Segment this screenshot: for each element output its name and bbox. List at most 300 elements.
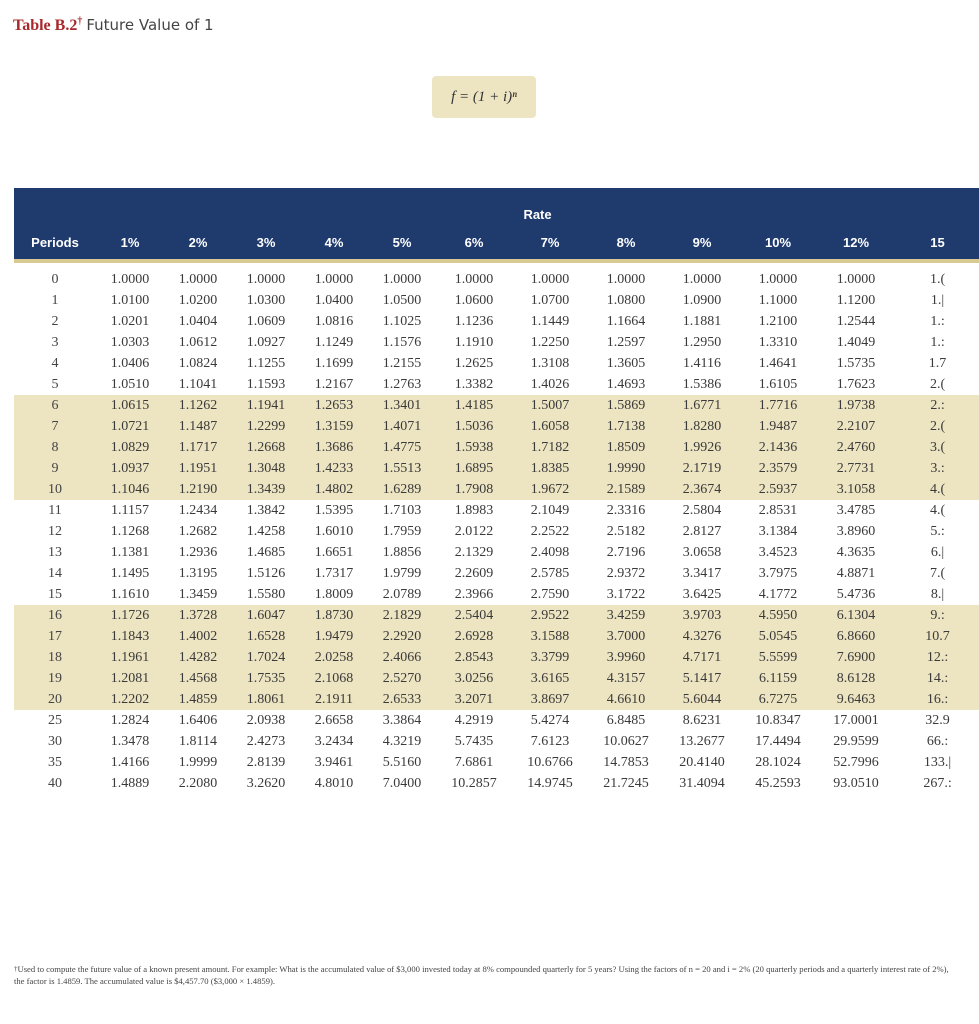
factor-cell: 1.0721 bbox=[96, 416, 164, 437]
factor-cell: 3.0256 bbox=[436, 668, 512, 689]
table-row bbox=[14, 605, 979, 626]
period-cell: 7 bbox=[14, 416, 96, 437]
factor-cell: 1.3686 bbox=[300, 437, 368, 458]
rate-header-row bbox=[14, 188, 979, 225]
factor-cell: 1.0829 bbox=[96, 437, 164, 458]
factor-cell: 2.4066 bbox=[368, 647, 436, 668]
factor-cell: 1.0000 bbox=[178, 271, 218, 287]
factor-cell: 1.1000 bbox=[758, 292, 798, 308]
factor-cell: 1.6406 bbox=[178, 712, 218, 728]
table-row bbox=[14, 353, 979, 374]
factor-cell: 3.( bbox=[896, 437, 979, 458]
factor-cell: 8.6231 bbox=[682, 712, 722, 728]
period-cell: 13 bbox=[48, 544, 62, 560]
factor-cell: 1.2100 bbox=[758, 313, 798, 329]
factor-cell: 3.4785 bbox=[836, 502, 876, 518]
factor-cell: 2.( bbox=[929, 376, 946, 392]
factor-cell: 4.3635 bbox=[836, 544, 876, 560]
factor-cell: 4.2919 bbox=[454, 712, 494, 728]
factor-cell: 66.: bbox=[926, 733, 949, 749]
factor-cell: 1.1843 bbox=[96, 626, 164, 647]
factor-cell: 2.( bbox=[896, 416, 979, 437]
factor-cell: 17.0001 bbox=[833, 712, 879, 728]
factor-cell: 1.1449 bbox=[530, 313, 570, 329]
factor-cell: 1.2936 bbox=[178, 544, 218, 560]
period-cell: 4 bbox=[51, 355, 59, 371]
factor-cell: 1.1041 bbox=[178, 376, 218, 392]
factor-cell: 1.5735 bbox=[836, 355, 876, 371]
factor-cell: 3.: bbox=[896, 458, 979, 479]
factor-cell: 1.6047 bbox=[232, 605, 300, 626]
factor-cell: 1.0000 bbox=[836, 271, 876, 287]
factor-cell: 2.4273 bbox=[246, 733, 286, 749]
factor-cell: 8.6128 bbox=[816, 668, 896, 689]
rate-column-header: 2% bbox=[164, 225, 232, 261]
factor-cell: 1.2434 bbox=[178, 502, 218, 518]
factor-cell: 1.3842 bbox=[246, 502, 286, 518]
factor-cell: 1.4775 bbox=[368, 437, 436, 458]
factor-cell: 1.2682 bbox=[178, 523, 218, 539]
factor-cell: 2.7590 bbox=[530, 586, 570, 602]
factor-cell: 45.2593 bbox=[755, 775, 801, 791]
factor-cell: 1.9487 bbox=[740, 416, 816, 437]
period-cell: 35 bbox=[48, 754, 62, 770]
factor-cell: 1.0000 bbox=[246, 271, 286, 287]
table-row bbox=[14, 626, 979, 647]
factor-cell: 3.4259 bbox=[588, 605, 664, 626]
factor-cell: 6.8485 bbox=[606, 712, 646, 728]
rate-column-header: 4% bbox=[300, 225, 368, 261]
factor-cell: 1.7317 bbox=[314, 565, 354, 581]
factor-cell: 1.0800 bbox=[606, 292, 646, 308]
factor-cell: 1.1717 bbox=[164, 437, 232, 458]
factor-cell: 1.| bbox=[930, 292, 945, 308]
factor-cell: 1.0816 bbox=[314, 313, 354, 329]
factor-cell: 1.0000 bbox=[454, 271, 494, 287]
factor-cell: 7.6123 bbox=[530, 733, 570, 749]
table-row bbox=[14, 332, 979, 353]
factor-cell: 1.8280 bbox=[664, 416, 740, 437]
factor-cell: 1.0200 bbox=[178, 292, 218, 308]
factor-cell: 3.2620 bbox=[246, 775, 286, 791]
table-row bbox=[14, 752, 979, 773]
factor-cell: 1.0824 bbox=[178, 355, 218, 371]
factor-cell: 1.1487 bbox=[164, 416, 232, 437]
factor-cell: 2.4760 bbox=[816, 437, 896, 458]
factor-cell: 52.7996 bbox=[833, 754, 879, 770]
factor-cell: 4.( bbox=[896, 479, 979, 500]
factor-cell: 1.5386 bbox=[682, 376, 722, 392]
factor-cell: 1.5126 bbox=[246, 565, 286, 581]
factor-cell: 1.1881 bbox=[682, 313, 722, 329]
factor-cell: 1.4693 bbox=[606, 376, 646, 392]
factor-cell: 1.0609 bbox=[246, 313, 286, 329]
factor-cell: 1.4802 bbox=[300, 479, 368, 500]
factor-cell: 1.6105 bbox=[758, 376, 798, 392]
factor-cell: 2.3966 bbox=[454, 586, 494, 602]
rate-column-header: 7% bbox=[512, 225, 588, 261]
table-row bbox=[14, 458, 979, 479]
factor-cell: 1.2202 bbox=[96, 689, 164, 710]
factor-cell: 1.9990 bbox=[588, 458, 664, 479]
factor-cell: 1.3310 bbox=[758, 334, 798, 350]
factor-cell: 1.0000 bbox=[606, 271, 646, 287]
table-title bbox=[13, 16, 214, 35]
factor-cell: 1.1200 bbox=[836, 292, 876, 308]
table-body bbox=[14, 261, 979, 800]
factor-cell: 1.7182 bbox=[512, 437, 588, 458]
factor-cell: 1.3478 bbox=[110, 733, 150, 749]
factor-cell: 2.4098 bbox=[530, 544, 570, 560]
table-row bbox=[14, 563, 979, 584]
factor-cell: 10.0627 bbox=[603, 733, 649, 749]
factor-cell: 1.1381 bbox=[110, 544, 150, 560]
period-cell: 25 bbox=[48, 712, 62, 728]
table-row bbox=[14, 479, 979, 500]
factor-cell: 6.7275 bbox=[740, 689, 816, 710]
factor-cell: 1.2250 bbox=[530, 334, 570, 350]
formula-box bbox=[432, 76, 536, 118]
factor-cell: 1.7138 bbox=[588, 416, 664, 437]
factor-cell: 1.0000 bbox=[314, 271, 354, 287]
table-row bbox=[14, 374, 979, 395]
factor-cell: 9.: bbox=[896, 605, 979, 626]
factor-cell: 2.2609 bbox=[454, 565, 494, 581]
factor-cell: 1.2167 bbox=[314, 376, 354, 392]
factor-cell: 1.4859 bbox=[164, 689, 232, 710]
factor-cell: 1.7623 bbox=[836, 376, 876, 392]
factor-cell: 1.7535 bbox=[232, 668, 300, 689]
factor-cell: 7.( bbox=[929, 565, 946, 581]
factor-cell: 1.8983 bbox=[454, 502, 494, 518]
factor-cell: 4.8010 bbox=[314, 775, 354, 791]
factor-cell: 2.5785 bbox=[530, 565, 570, 581]
factor-cell: 1.0000 bbox=[110, 271, 150, 287]
factor-cell: 2.6658 bbox=[314, 712, 354, 728]
factor-cell: 1.0700 bbox=[530, 292, 570, 308]
factor-cell: 5.4274 bbox=[530, 712, 570, 728]
factor-cell: 6.1159 bbox=[740, 668, 816, 689]
factor-cell: 1.2190 bbox=[164, 479, 232, 500]
factor-cell: 4.3219 bbox=[382, 733, 422, 749]
footnote bbox=[14, 963, 954, 987]
factor-cell: 4.3276 bbox=[664, 626, 740, 647]
factor-cell: 16.: bbox=[896, 689, 979, 710]
factor-cell: 2.1589 bbox=[588, 479, 664, 500]
factor-cell: 1.8061 bbox=[232, 689, 300, 710]
column-header-row bbox=[14, 225, 979, 261]
factor-cell: 1.0000 bbox=[758, 271, 798, 287]
factor-cell: 1.: bbox=[930, 313, 945, 329]
factor-cell: 2.6928 bbox=[436, 626, 512, 647]
period-cell: 9 bbox=[14, 458, 96, 479]
factor-cell: 1.4116 bbox=[683, 355, 721, 371]
factor-cell: 32.9 bbox=[925, 712, 950, 728]
factor-cell: 1.( bbox=[929, 271, 946, 287]
factor-cell: 3.8960 bbox=[836, 523, 876, 539]
factor-cell: 14.9745 bbox=[527, 775, 573, 791]
factor-cell: 2.5937 bbox=[740, 479, 816, 500]
period-cell: 2 bbox=[51, 313, 59, 329]
factor-cell: 1.3605 bbox=[606, 355, 646, 371]
factor-cell: 14.7853 bbox=[603, 754, 649, 770]
factor-cell: 4.8871 bbox=[836, 565, 876, 581]
factor-cell: 2.6533 bbox=[368, 689, 436, 710]
factor-cell: 1.2668 bbox=[232, 437, 300, 458]
factor-cell: 2.1436 bbox=[740, 437, 816, 458]
factor-cell: 1.0000 bbox=[530, 271, 570, 287]
factor-cell: 1.0937 bbox=[96, 458, 164, 479]
factor-cell: 267.: bbox=[923, 775, 952, 791]
factor-cell: 1.4258 bbox=[246, 523, 286, 539]
factor-cell: 5.4736 bbox=[836, 586, 876, 602]
rate-column-header: 10% bbox=[740, 225, 816, 261]
factor-cell: 1.2824 bbox=[110, 712, 150, 728]
factor-cell: 1.0510 bbox=[110, 376, 150, 392]
factor-cell: 2.8543 bbox=[436, 647, 512, 668]
factor-cell: 2.3579 bbox=[740, 458, 816, 479]
factor-cell: 3.1722 bbox=[606, 586, 646, 602]
factor-cell: 1.3728 bbox=[164, 605, 232, 626]
factor-cell: 2.2920 bbox=[368, 626, 436, 647]
factor-cell: 1.6528 bbox=[232, 626, 300, 647]
table-row bbox=[14, 731, 979, 752]
period-cell: 17 bbox=[14, 626, 96, 647]
factor-cell: 1.7024 bbox=[232, 647, 300, 668]
table-row bbox=[14, 584, 979, 605]
factor-cell: 1.6651 bbox=[314, 544, 354, 560]
factor-cell: 10.8347 bbox=[755, 712, 801, 728]
table-label: Table B.2 bbox=[13, 17, 78, 34]
factor-cell: 13.2677 bbox=[679, 733, 725, 749]
table-row bbox=[14, 311, 979, 332]
factor-cell: 1.4002 bbox=[164, 626, 232, 647]
factor-cell: 7.6900 bbox=[816, 647, 896, 668]
factor-cell: 1.5395 bbox=[314, 502, 354, 518]
factor-cell: 1.8385 bbox=[512, 458, 588, 479]
dagger-mark: † bbox=[77, 16, 83, 27]
period-cell: 20 bbox=[14, 689, 96, 710]
header-blank-cell bbox=[14, 188, 96, 225]
factor-cell: 1.1699 bbox=[314, 355, 354, 371]
factor-cell: 4.3157 bbox=[588, 668, 664, 689]
factor-cell: 1.1593 bbox=[246, 376, 286, 392]
factor-cell: 5.0545 bbox=[740, 626, 816, 647]
factor-cell: 1.9999 bbox=[178, 754, 218, 770]
footnote-text: Used to compute the future value of a known present amount. For example: What is the accumulated value of $3,000 invested today at 8% compounded quarterly for 5 years? Using the factors of n = 20 and i = 2% (20 quarterly periods and a quarterly interest rate of 2%), the factor is 1.4859. The accumulated value is $4,457.70 ($3,000 × 1.4859). bbox=[14, 963, 949, 986]
factor-cell: 1.1262 bbox=[164, 395, 232, 416]
period-cell: 18 bbox=[14, 647, 96, 668]
factor-cell: 21.7245 bbox=[603, 775, 649, 791]
factor-cell: 1.0500 bbox=[382, 292, 422, 308]
rate-column-header: 3% bbox=[232, 225, 300, 261]
factor-cell: 1.9672 bbox=[512, 479, 588, 500]
factor-cell: 1.7716 bbox=[740, 395, 816, 416]
factor-cell: 5.5160 bbox=[382, 754, 422, 770]
table-row bbox=[14, 261, 979, 290]
factor-cell: 4.6610 bbox=[588, 689, 664, 710]
factor-cell: 1.4889 bbox=[110, 775, 150, 791]
factor-cell: 6.8660 bbox=[816, 626, 896, 647]
factor-cell: 3.7975 bbox=[758, 565, 798, 581]
factor-cell: 1.1961 bbox=[96, 647, 164, 668]
factor-cell: 2.8139 bbox=[246, 754, 286, 770]
factor-cell: 2.5182 bbox=[606, 523, 646, 539]
factor-cell: 1.3439 bbox=[232, 479, 300, 500]
factor-cell: 1.0300 bbox=[246, 292, 286, 308]
table-row bbox=[14, 710, 979, 731]
factor-cell: 2.2522 bbox=[530, 523, 570, 539]
factor-cell: 2.1911 bbox=[300, 689, 368, 710]
period-cell: 0 bbox=[51, 271, 59, 287]
factor-cell: 1.8509 bbox=[588, 437, 664, 458]
future-value-table bbox=[14, 188, 979, 800]
factor-cell: 3.3417 bbox=[682, 565, 722, 581]
factor-cell: 1.4568 bbox=[164, 668, 232, 689]
factor-cell: 5.7435 bbox=[454, 733, 494, 749]
factor-cell: 10.6766 bbox=[527, 754, 573, 770]
factor-cell: 1.2653 bbox=[300, 395, 368, 416]
factor-cell: 1.2081 bbox=[96, 668, 164, 689]
factor-cell: 1.4641 bbox=[758, 355, 798, 371]
factor-cell: 6.1304 bbox=[816, 605, 896, 626]
table-row bbox=[14, 500, 979, 521]
footnote-dagger: † bbox=[14, 964, 18, 973]
formula-text: f = (1 + i)ⁿ bbox=[451, 88, 517, 105]
factor-cell: 1.2544 bbox=[836, 313, 876, 329]
rate-column-header: 8% bbox=[588, 225, 664, 261]
factor-cell: 8.| bbox=[930, 586, 945, 602]
factor-cell: 1.4071 bbox=[368, 416, 436, 437]
factor-cell: 1.1249 bbox=[314, 334, 354, 350]
period-cell: 19 bbox=[14, 668, 96, 689]
factor-cell: 3.4523 bbox=[758, 544, 798, 560]
factor-cell: 2.2107 bbox=[816, 416, 896, 437]
table-row bbox=[14, 668, 979, 689]
rate-column-header: 12% bbox=[816, 225, 896, 261]
factor-cell: 1.2763 bbox=[382, 376, 422, 392]
factor-cell: 1.7 bbox=[928, 355, 947, 371]
table-row bbox=[14, 521, 979, 542]
factor-cell: 4.7171 bbox=[664, 647, 740, 668]
rate-column-header: 6% bbox=[436, 225, 512, 261]
factor-cell: 3.1588 bbox=[512, 626, 588, 647]
factor-cell: 2.3674 bbox=[664, 479, 740, 500]
factor-cell: 1.2625 bbox=[454, 355, 494, 371]
factor-cell: 10.2857 bbox=[451, 775, 497, 791]
factor-cell: 1.7103 bbox=[382, 502, 422, 518]
factor-cell: 1.: bbox=[930, 334, 945, 350]
factor-cell: 1.9926 bbox=[664, 437, 740, 458]
factor-cell: 1.5938 bbox=[436, 437, 512, 458]
factor-cell: 1.3108 bbox=[530, 355, 570, 371]
factor-cell: 2.3316 bbox=[606, 502, 646, 518]
factor-cell: 1.0000 bbox=[682, 271, 722, 287]
factor-cell: 1.0900 bbox=[682, 292, 722, 308]
factor-cell: 2.5804 bbox=[682, 502, 722, 518]
factor-cell: 3.8697 bbox=[512, 689, 588, 710]
factor-cell: 1.0400 bbox=[314, 292, 354, 308]
factor-cell: 2.7731 bbox=[816, 458, 896, 479]
factor-cell: 7.0400 bbox=[382, 775, 422, 791]
factor-cell: 17.4494 bbox=[755, 733, 801, 749]
factor-cell: 1.5869 bbox=[588, 395, 664, 416]
factor-cell: 1.7959 bbox=[382, 523, 422, 539]
factor-cell: 1.9738 bbox=[816, 395, 896, 416]
factor-cell: 2.0938 bbox=[246, 712, 286, 728]
rate-header: Rate bbox=[96, 188, 979, 225]
factor-cell: 133.| bbox=[923, 754, 952, 770]
factor-cell: 2.8127 bbox=[682, 523, 722, 539]
table-row bbox=[14, 290, 979, 311]
factor-cell: 1.4185 bbox=[436, 395, 512, 416]
factor-cell: 1.0406 bbox=[110, 355, 150, 371]
factor-cell: 3.7000 bbox=[588, 626, 664, 647]
factor-cell: 3.9461 bbox=[314, 754, 354, 770]
factor-cell: 1.5513 bbox=[368, 458, 436, 479]
factor-cell: 1.3382 bbox=[454, 376, 494, 392]
factor-cell: 3.1384 bbox=[758, 523, 798, 539]
factor-cell: 1.8730 bbox=[300, 605, 368, 626]
factor-cell: 1.7908 bbox=[436, 479, 512, 500]
factor-cell: 2.2080 bbox=[178, 775, 218, 791]
rate-column-header: 1% bbox=[96, 225, 164, 261]
factor-cell: 1.9799 bbox=[382, 565, 422, 581]
table-row bbox=[14, 542, 979, 563]
factor-cell: 1.0100 bbox=[110, 292, 150, 308]
factor-cell: 3.9960 bbox=[588, 647, 664, 668]
factor-cell: 1.6895 bbox=[436, 458, 512, 479]
table-row bbox=[14, 647, 979, 668]
factor-cell: 2.1068 bbox=[300, 668, 368, 689]
factor-cell: 5.1417 bbox=[664, 668, 740, 689]
factor-cell: 1.0612 bbox=[178, 334, 218, 350]
factor-cell: 2.1049 bbox=[530, 502, 570, 518]
factor-cell: 1.3159 bbox=[300, 416, 368, 437]
period-cell: 1 bbox=[51, 292, 59, 308]
factor-cell: 2.: bbox=[896, 395, 979, 416]
factor-cell: 2.0122 bbox=[454, 523, 494, 539]
factor-cell: 1.9479 bbox=[300, 626, 368, 647]
factor-cell: 2.8531 bbox=[758, 502, 798, 518]
table-row bbox=[14, 437, 979, 458]
factor-cell: 9.6463 bbox=[816, 689, 896, 710]
factor-cell: 1.4282 bbox=[164, 647, 232, 668]
table-row bbox=[14, 773, 979, 800]
factor-cell: 2.9522 bbox=[512, 605, 588, 626]
factor-cell: 1.3401 bbox=[368, 395, 436, 416]
table-row bbox=[14, 416, 979, 437]
factor-cell: 1.1951 bbox=[164, 458, 232, 479]
factor-cell: 1.6289 bbox=[368, 479, 436, 500]
period-cell: 8 bbox=[14, 437, 96, 458]
factor-cell: 3.3864 bbox=[382, 712, 422, 728]
factor-cell: 1.1941 bbox=[232, 395, 300, 416]
factor-cell: 1.0303 bbox=[110, 334, 150, 350]
factor-cell: 3.3799 bbox=[512, 647, 588, 668]
factor-cell: 2.0258 bbox=[300, 647, 368, 668]
factor-cell: 1.5007 bbox=[512, 395, 588, 416]
factor-cell: 2.5404 bbox=[436, 605, 512, 626]
factor-cell: 14.: bbox=[896, 668, 979, 689]
factor-cell: 2.1829 bbox=[368, 605, 436, 626]
factor-cell: 28.1024 bbox=[755, 754, 801, 770]
factor-cell: 1.3048 bbox=[232, 458, 300, 479]
factor-cell: 1.1046 bbox=[96, 479, 164, 500]
factor-cell: 1.0927 bbox=[246, 334, 286, 350]
factor-cell: 93.0510 bbox=[833, 775, 879, 791]
period-cell: 12 bbox=[48, 523, 62, 539]
